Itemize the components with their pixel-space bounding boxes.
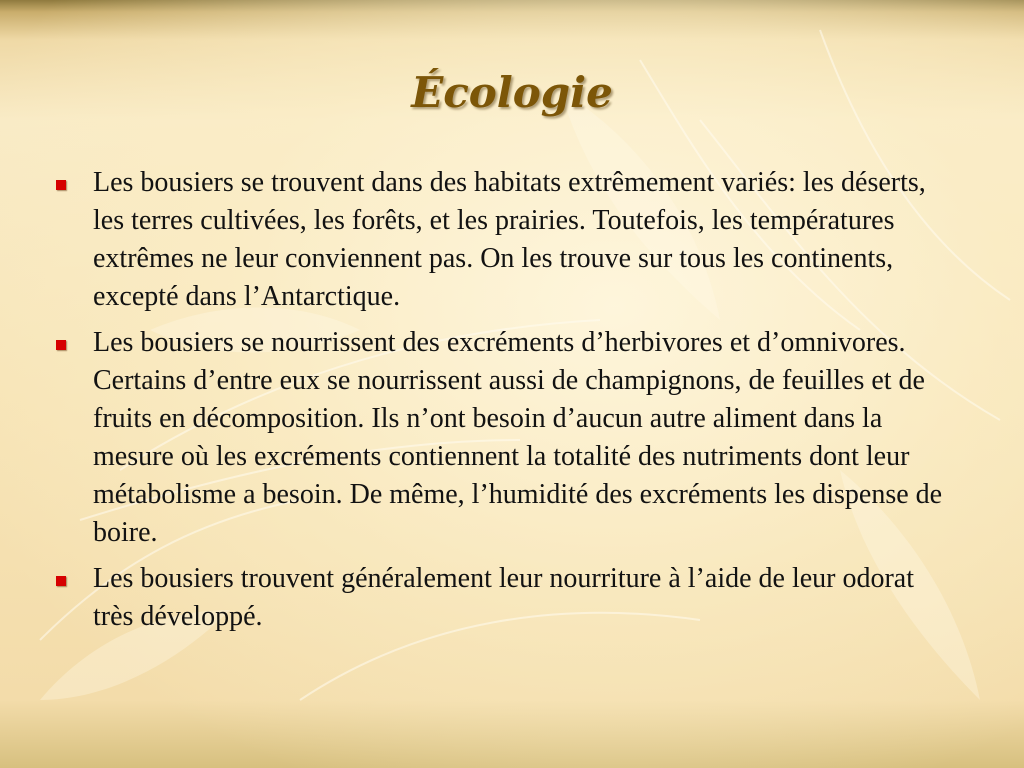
bullet-list [52, 164, 952, 644]
bullet-text: Les bousiers trouvent généralement leur nourriture à l’aide de leur odorat très développé. [93, 563, 915, 632]
bullet-text: Les bousiers se trouvent dans des habitats extrêmement variés: les déserts, les terres cultivées, les forêts, et les prairies. Toutefois, les températures extrêmes ne leur conviennent pas. On les trouve sur tous les continents, excepté dans l’Antarctique. [93, 167, 926, 312]
list-item [52, 324, 952, 552]
bullet-text: Les bousiers se nourrissent des excréments d’herbivores et d’omnivores. Certains d’entre eux se nourrissent aussi de champignons, de feuilles et de fruits en décomposition. Ils n’ont besoin d’aucun autre aliment dans la mesure où les excréments contiennent la totalité des nutriments dont leur métabolisme a besoin. De même, l’humidité des excréments les dispense de boire. [93, 327, 943, 548]
list-item [52, 164, 952, 316]
square-bullet-icon [56, 576, 66, 586]
list-item [52, 560, 952, 636]
square-bullet-icon [56, 180, 66, 190]
slide-title: Écologie [411, 68, 613, 117]
square-bullet-icon [56, 340, 66, 350]
